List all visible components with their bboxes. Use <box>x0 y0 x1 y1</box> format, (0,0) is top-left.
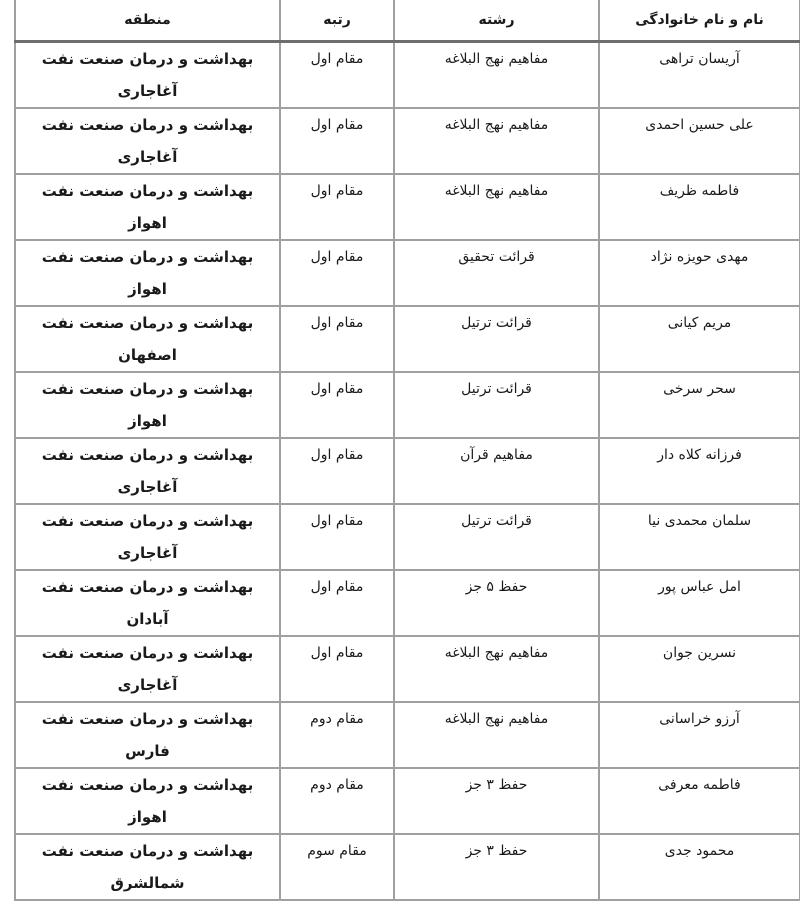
cell-name: آریسان تراهی <box>599 42 800 109</box>
cell-name: آرزو خراسانی <box>599 702 800 768</box>
cell-rank: مقام سوم <box>280 834 394 900</box>
cell-name: فاطمه معرفی <box>599 768 800 834</box>
cell-field: حفظ ۵ جز <box>394 570 599 636</box>
cell-region: بهداشت و درمان صنعت نفت آغاجاری <box>15 42 280 109</box>
cell-rank: مقام اول <box>280 240 394 306</box>
cell-name: فاطمه ظریف <box>599 174 800 240</box>
table-row <box>15 504 800 570</box>
cell-name: فرزانه کلاه دار <box>599 438 800 504</box>
cell-region: بهداشت و درمان صنعت نفت آغاجاری <box>15 438 280 504</box>
cell-region: بهداشت و درمان صنعت نفت آغاجاری <box>15 636 280 702</box>
cell-rank: مقام اول <box>280 174 394 240</box>
cell-field: حفظ ۳ جز <box>394 834 599 900</box>
table-row <box>15 768 800 834</box>
cell-field: قرائت تحقیق <box>394 240 599 306</box>
cell-region: بهداشت و درمان صنعت نفت اهواز <box>15 372 280 438</box>
cell-name: سلمان محمدی نیا <box>599 504 800 570</box>
table-row <box>15 438 800 504</box>
cell-region: بهداشت و درمان صنعت نفت اهواز <box>15 174 280 240</box>
table-row <box>15 636 800 702</box>
cell-name: سحر سرخی <box>599 372 800 438</box>
cell-region: بهداشت و درمان صنعت نفت فارس <box>15 702 280 768</box>
cell-field: حفظ ۳ جز <box>394 768 599 834</box>
cell-rank: مقام اول <box>280 372 394 438</box>
cell-field: قرائت ترتیل <box>394 372 599 438</box>
cell-rank: مقام اول <box>280 306 394 372</box>
header-name: نام و نام خانوادگی <box>599 0 800 42</box>
cell-name: مهدی حویزه نژاد <box>599 240 800 306</box>
cell-region: بهداشت و درمان صنعت نفت شمالشرق <box>15 834 280 900</box>
header-region: منطقه <box>15 0 280 42</box>
cell-rank: مقام اول <box>280 570 394 636</box>
table-row <box>15 702 800 768</box>
cell-rank: مقام دوم <box>280 702 394 768</box>
cell-field: مفاهیم نهج البلاغه <box>394 702 599 768</box>
cell-name: محمود جدی <box>599 834 800 900</box>
table-row <box>15 108 800 174</box>
cell-field: مفاهیم نهج البلاغه <box>394 636 599 702</box>
header-field: رشته <box>394 0 599 42</box>
table-row <box>15 834 800 900</box>
table-row <box>15 372 800 438</box>
table-row <box>15 570 800 636</box>
cell-name: امل عباس پور <box>599 570 800 636</box>
cell-name: علی حسین احمدی <box>599 108 800 174</box>
cell-field: مفاهیم قرآن <box>394 438 599 504</box>
cell-field: مفاهیم نهج البلاغه <box>394 42 599 109</box>
cell-name: مریم کیانی <box>599 306 800 372</box>
header-row <box>15 0 800 42</box>
cell-rank: مقام اول <box>280 438 394 504</box>
cell-region: بهداشت و درمان صنعت نفت اصفهان <box>15 306 280 372</box>
cell-rank: مقام دوم <box>280 768 394 834</box>
cell-field: قرائت ترتیل <box>394 504 599 570</box>
table-row <box>15 306 800 372</box>
cell-region: بهداشت و درمان صنعت نفت آبادان <box>15 570 280 636</box>
cell-field: مفاهیم نهج البلاغه <box>394 174 599 240</box>
cell-region: بهداشت و درمان صنعت نفت اهواز <box>15 240 280 306</box>
cell-name: نسرین جوان <box>599 636 800 702</box>
cell-field: مفاهیم نهج البلاغه <box>394 108 599 174</box>
cell-rank: مقام اول <box>280 636 394 702</box>
cell-region: بهداشت و درمان صنعت نفت آغاجاری <box>15 108 280 174</box>
header-rank: رتبه <box>280 0 394 42</box>
cell-region: بهداشت و درمان صنعت نفت اهواز <box>15 768 280 834</box>
cell-rank: مقام اول <box>280 108 394 174</box>
table-row <box>15 42 800 109</box>
cell-rank: مقام اول <box>280 42 394 109</box>
table-row <box>15 174 800 240</box>
cell-field: قرائت ترتیل <box>394 306 599 372</box>
cell-region: بهداشت و درمان صنعت نفت آغاجاری <box>15 504 280 570</box>
cell-rank: مقام اول <box>280 504 394 570</box>
winners-table <box>14 0 800 901</box>
table-row <box>15 240 800 306</box>
